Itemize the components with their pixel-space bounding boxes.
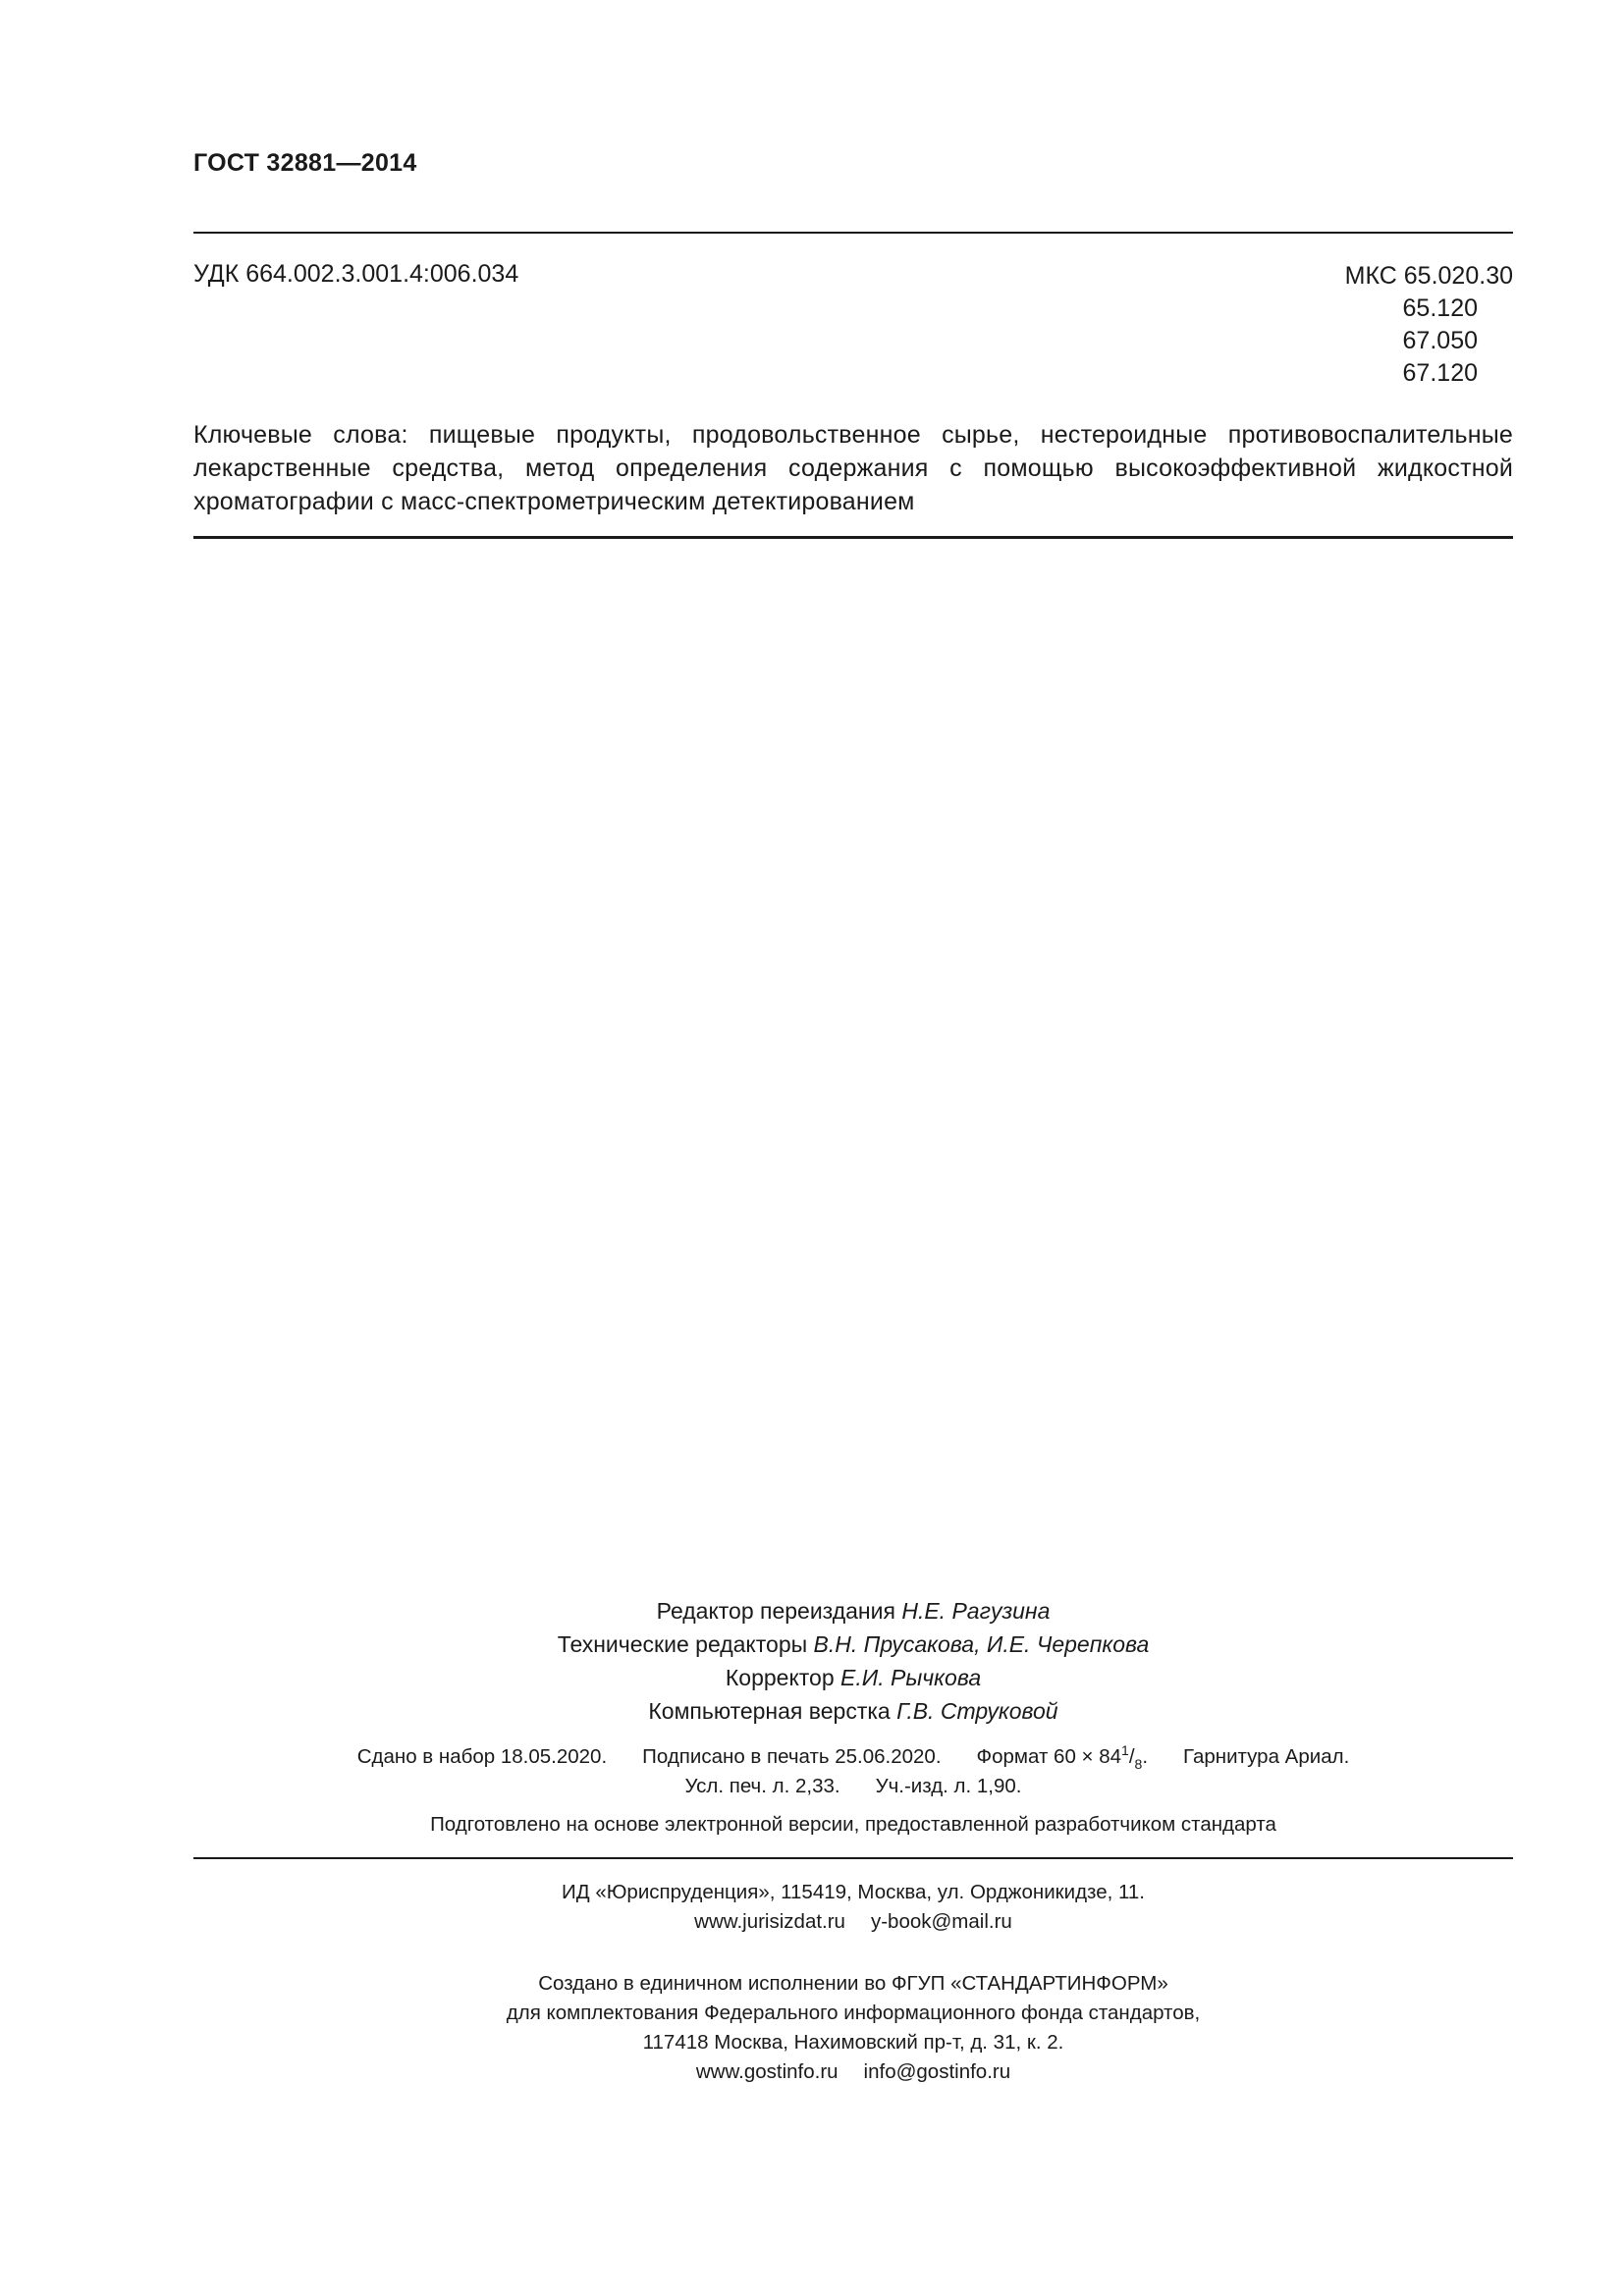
- credit-name: Г.В. Струковой: [896, 1698, 1058, 1724]
- credit-editor: [193, 1594, 1513, 1628]
- format-slash: /: [1128, 1745, 1135, 1768]
- created-contacts: [193, 2057, 1513, 2087]
- created-address: 117418 Москва, Нахимовский пр-т, д. 31, к. 2.: [642, 2031, 1064, 2054]
- publisher-address: ИД «Юриспруденция», 115419, Москва, ул. Орджоникидзе, 11.: [562, 1881, 1145, 1903]
- keywords-paragraph: Ключевые слова: пищевые продукты, продовольственное сырье, нестероидные противовоспалительные лекарственные средства, метод определения содержания с помощью высокоэффективной жидкостной хроматографии с масс-спектрометрическим детектированием: [193, 421, 1513, 515]
- mks-code-primary: МКС 65.020.30: [1344, 262, 1513, 290]
- format-denominator: 8: [1134, 1756, 1143, 1772]
- prepared-note: Подготовлено на основе электронной версии, предоставленной разработчиком стандарта: [430, 1813, 1276, 1836]
- submitted-date: Сдано в набор 18.05.2020.: [356, 1745, 608, 1768]
- print-format: [976, 1742, 1149, 1772]
- print-info: [193, 1742, 1513, 1801]
- typeface: Гарнитура Ариал.: [1183, 1745, 1350, 1768]
- format-prefix: Формат 60 × 84: [976, 1745, 1122, 1768]
- credit-role: Редактор переиздания: [656, 1598, 895, 1624]
- footer-divider: [193, 1857, 1513, 1859]
- document-id: ГОСТ 32881—2014: [193, 149, 417, 177]
- publication-sheets: Уч.-изд. л. 1,90.: [875, 1775, 1022, 1797]
- credit-role: Технические редакторы: [557, 1631, 808, 1657]
- mks-code: 67.050: [1402, 327, 1478, 354]
- print-info-line1: [193, 1742, 1513, 1772]
- credit-corrector: [193, 1661, 1513, 1694]
- print-sheets: Усл. печ. л. 2,33.: [684, 1775, 840, 1797]
- top-divider: [193, 232, 1513, 234]
- credit-tech-editors: [193, 1628, 1513, 1661]
- credit-name: Е.И. Рычкова: [840, 1665, 982, 1690]
- created-line: Создано в единичном исполнении во ФГУП «СТАНДАРТИНФОРМ»: [538, 1972, 1168, 1995]
- credit-role: Компьютерная верстка: [648, 1698, 891, 1724]
- mks-code: 65.120: [1402, 294, 1478, 322]
- udk-code: УДК 664.002.3.001.4:006.034: [193, 260, 519, 288]
- gostinfo-email-link[interactable]: info@gostinfo.ru: [863, 2060, 1011, 2083]
- publisher-block: [193, 1878, 1513, 1937]
- publisher-site-link[interactable]: www.jurisizdat.ru: [694, 1910, 845, 1933]
- mks-codes: [1218, 260, 1513, 390]
- created-line: для комплектования Федерального информационного фонда стандартов,: [506, 2002, 1201, 2024]
- created-block: [193, 1969, 1513, 2087]
- format-numerator: 1: [1121, 1742, 1129, 1758]
- credit-name: В.Н. Прусакова, И.Е. Черепкова: [813, 1631, 1150, 1657]
- mks-code: 67.120: [1402, 359, 1478, 387]
- credit-layout: [193, 1694, 1513, 1728]
- publisher-email-link[interactable]: y-book@mail.ru: [870, 1910, 1012, 1933]
- print-info-line2: [193, 1772, 1513, 1801]
- signed-date: Подписано в печать 25.06.2020.: [642, 1745, 942, 1768]
- publisher-contacts: [193, 1907, 1513, 1937]
- format-suffix: .: [1142, 1745, 1149, 1768]
- credits-block: [193, 1594, 1513, 1728]
- credit-role: Корректор: [725, 1665, 835, 1690]
- credit-name: Н.Е. Рагузина: [901, 1598, 1051, 1624]
- keywords-divider: [193, 536, 1513, 539]
- gostinfo-site-link[interactable]: www.gostinfo.ru: [695, 2060, 839, 2083]
